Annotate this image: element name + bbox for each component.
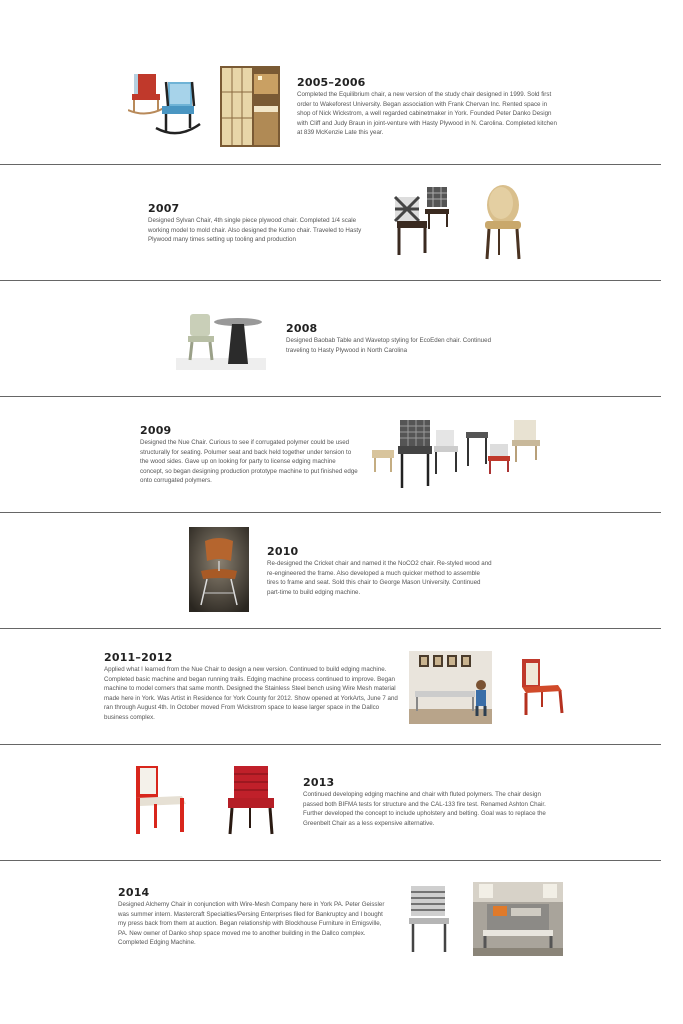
entry-description: Designed Alchemy Chair in conjunction with Wire-Mesh Company here in York PA. Peter Geissler was summer intern. Mastercraft Specialties/Persing Enterprises filed for Bankruptcy and I bought my press back from them at auction. Began relationship with Blockhouse Furniture in Emigsville, PA. New owner of Danko shop space moved me to another building in the Dallco complex. Completed Edging Machine. <box>118 901 385 947</box>
year-heading: 2013 <box>303 776 335 789</box>
year-heading: 2011–2012 <box>104 651 173 664</box>
year-heading: 2007 <box>148 202 180 215</box>
entry-description: Designed the Nue Chair. Curious to see if corrugated polymer could be used structurally for seating. Polumer seat and back held together under tension to the wood sides. Gave up on looking for party to license edging machine concept, so began designing production prototype machine to put finished edge onto corrugated polymers. <box>140 439 358 485</box>
entry-description: Designed Sylvan Chair, 4th single piece plywood chair. Completed 1/4 scale working model to mold chair. Also designed the Kumo chair. Traveled to Hasty Plywood many times setting up tooling and production <box>148 217 362 244</box>
alchemy-chair-photo <box>405 884 453 954</box>
entry-description: Applied what I learned from the Nue Chair to design a new version. Continued to build edging machine. Completed basic machine and began running trails. Edging machine process continued to improve. Began machine to model corners that same month. Designed the Stainless Steel bench using Wire Mesh material made here in York. Was Artist in Residence for York County for 2012. Show opened at YorkArts, June 7 and ran through August 4th. In October moved From Wickstrom space to lease larger space in the Dallco business complex. <box>104 666 398 721</box>
year-heading: 2010 <box>267 545 299 558</box>
entry-description: Re-designed the Cricket chair and named it the NoCO2 chair. Re-styled wood and re-engineered the frame. Also developed a much quicker method to assemble tires to frame and seat. Sold this chair to George Mason University. Continued part-time to build edging machine. <box>267 560 492 596</box>
edging-machine-photo <box>473 882 563 956</box>
year-heading: 2008 <box>286 322 318 335</box>
entry-description: Completed the Equilibrium chair, a new version of the study chair designed in 1999. Sold first order to Wakeforest University. Began association with Frank Chervan Inc. Rented space in shop of Nick Wickstrom, a well regarded cabinetmaker in York. Founded Peter Danko Design with Cliff and Judy Braun in joint-venture with Hasty Plywood in N. Carolina. Completed kitchen at 839 McKenzie Late this year. <box>297 91 557 137</box>
year-heading: 2014 <box>118 886 150 899</box>
entry-description: Continued developing edging machine and chair with fluted polymers. The chair design passed both BIFMA tests for structure and the CAL-133 fire test. Renamed Ashton Chair. Further developed the concept to include upholstery and belting. Goal was to replace the Greenbelt Chair as a less expensive alternative. <box>303 791 546 827</box>
entry-description: Designed Baobab Table and Wavetop styling for EcoEden chair. Continued traveling to Hasty Plywood in North Carolina <box>286 337 492 354</box>
year-heading: 2009 <box>140 424 172 437</box>
year-heading: 2005–2006 <box>297 76 366 89</box>
